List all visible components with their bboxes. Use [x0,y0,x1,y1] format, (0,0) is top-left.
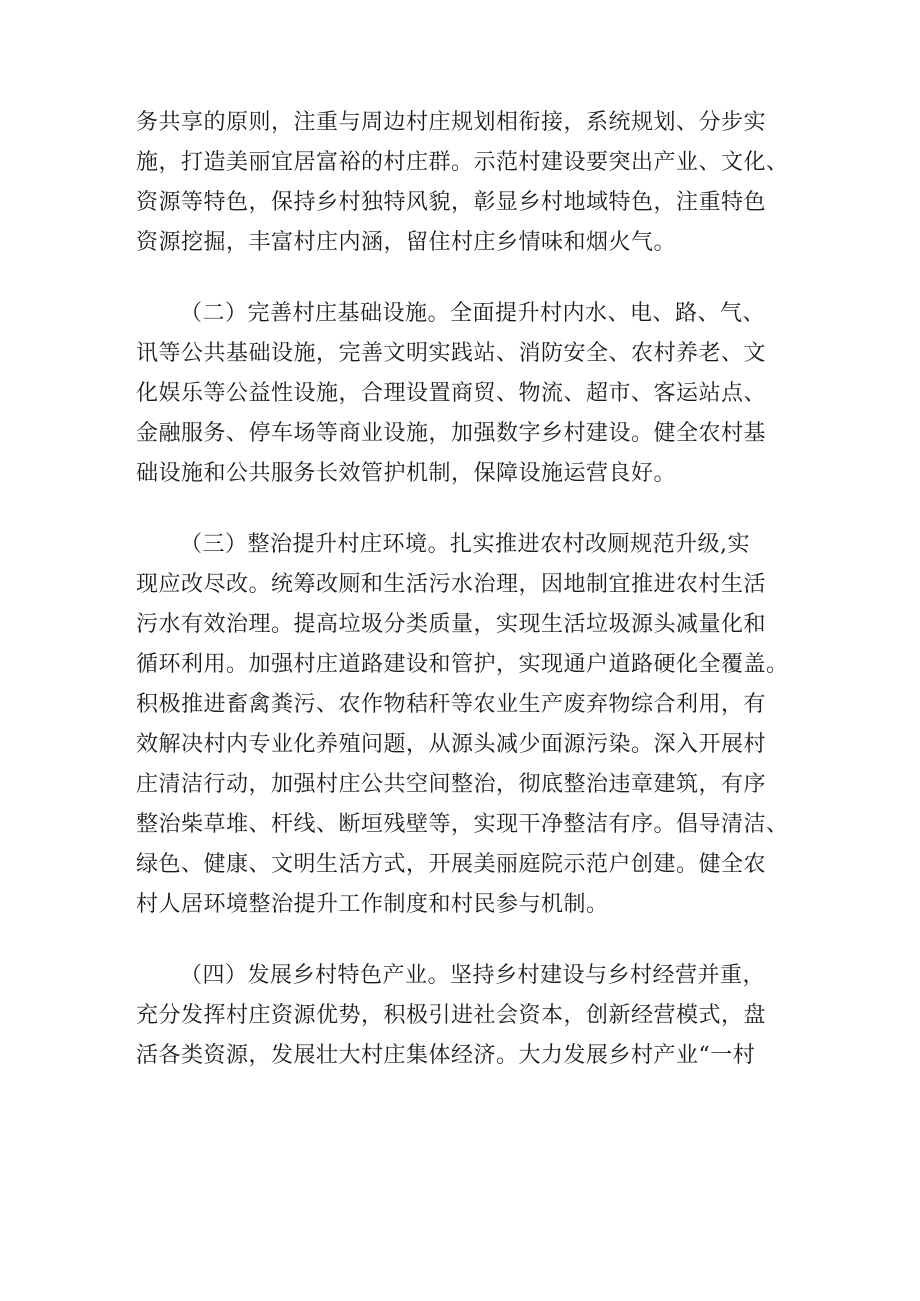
text-line: 讯等公共基础设施，完善文明实践站、消防安全、农村养老、文 [136,341,767,366]
text-line: 金融服务、停车场等商业设施，加强数字乡村建设。健全农村基 [136,421,767,446]
text-line: 积极推进畜禽粪污、农作物秸秆等农业生产废弃物综合利用，有 [136,692,767,717]
text-line: 施，打造美丽宜居富裕的村庄群。示范村建设要突出产业、文化、 [136,150,789,175]
paragraph-spacer [136,494,796,525]
document-body [136,103,796,1076]
text-line: 现应改尽改。统筹改厕和生活污水治理，因地制宜推进农村生活 [136,572,767,597]
text-line: 庄清洁行动，加强村庄公共空间整治，彻底整治违章建筑，有序 [136,772,767,797]
paragraph-1 [136,103,796,263]
text-line: 活各类资源，发展壮大村庄集体经济。大力发展乡村产业“一村 [136,1043,756,1068]
text-line: 化娱乐等公益性设施，合理设置商贸、物流、超市、客运站点、 [136,381,767,406]
text-line: 循环利用。加强村庄道路建设和管护，实现通户道路硬化全覆盖。 [136,652,789,677]
paragraph-2 [136,294,796,494]
text-line: 础设施和公共服务长效管护机制，保障设施运营良好。 [136,461,677,486]
paragraph-4 [136,956,796,1076]
paragraph-spacer [136,925,796,956]
paragraph-3 [136,525,796,925]
paragraph-spacer [136,263,796,294]
text-line: （二）完善村庄基础设施。全面提升村内水、电、路、气、 [180,301,766,326]
text-line: 污水有效治理。提高垃圾分类质量，实现生活垃圾源头减量化和 [136,612,767,637]
text-line: 资源挖掘，丰富村庄内涵，留住村庄乡情味和烟火气。 [136,230,677,255]
text-line: 效解决村内专业化养殖问题，从源头减少面源污染。深入开展村 [136,732,767,757]
text-line: 绿色、健康、文明生活方式，开展美丽庭院示范户创建。健全农 [136,852,767,877]
text-line: 充分发挥村庄资源优势，积极引进社会资本，创新经营模式，盘 [136,1003,767,1028]
text-line: （四）发展乡村特色产业。坚持乡村建设与乡村经营并重， [180,963,766,988]
text-line: （三）整治提升村庄环境。扎实推进农村改厕规范升级,实 [180,532,750,557]
text-line: 资源等特色，保持乡村独特风貌，彰显乡村地域特色，注重特色 [136,190,767,215]
text-line: 整治柴草堆、杆线、断垣残壁等，实现干净整洁有序。倡导清洁、 [136,812,789,837]
text-line: 村人居环境整治提升工作制度和村民参与机制。 [136,892,609,917]
text-line: 务共享的原则，注重与周边村庄规划相衔接，系统规划、分步实 [136,110,767,135]
